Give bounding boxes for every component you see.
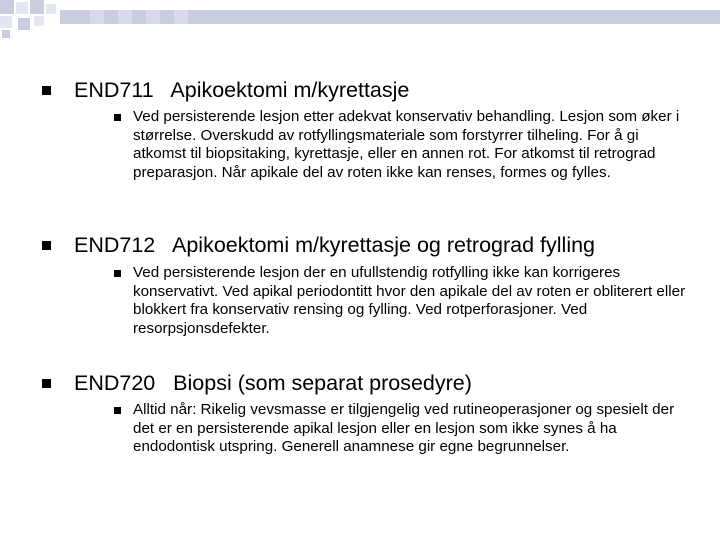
procedure-detail: Ved persisterende lesjon der en ufullstendig rotfylling ikke kan korrigeres konservativt. Ved apikal periodontitt hvor den apikale del av roten er obliterert eller blokkert fra konservativ rensing og fylling. Ved rotperforasjoner. Ved resorpsjonsdefekter. <box>133 264 686 337</box>
sub-bullet-square-icon <box>114 407 121 414</box>
procedure-heading: END720 Biopsi (som separat prosedyre) <box>74 371 472 395</box>
header-decoration-pattern <box>0 0 720 40</box>
bullet-square-icon <box>42 379 51 388</box>
procedure-detail: Alltid når: Rikelig vevsmasse er tilgjengelig ved rutineoperasjoner og spesielt der det er en persisterende apikal lesjon eller en lesjon som ikke synes å ha endodontisk utspring. Generell anamnese gir egne begrunnelser. <box>133 401 675 455</box>
sub-bullet-square-icon <box>114 114 121 121</box>
checkered-squares-icon <box>0 0 720 38</box>
bullet-square-icon <box>42 241 51 250</box>
bullet-square-icon <box>42 86 51 95</box>
sub-bullet-square-icon <box>114 270 121 277</box>
procedure-detail: Ved persisterende lesjon etter adekvat konservativ behandling. Lesjon som øker i størrelse. Overskudd av rotfyllingsmateriale som forstyrrer tilheling. For å gi atkomst til biopsitaking, kyrettasje, eller en annen rot. For atkomst til retrograd preparasjon. Når apikale del av roten ikke kan renses, formes og fylles. <box>133 108 680 181</box>
procedure-heading: END712 Apikoektomi m/kyrettasje og retrograd fylling <box>74 233 596 257</box>
procedure-heading: END711 Apikoektomi m/kyrettasje <box>74 78 410 102</box>
